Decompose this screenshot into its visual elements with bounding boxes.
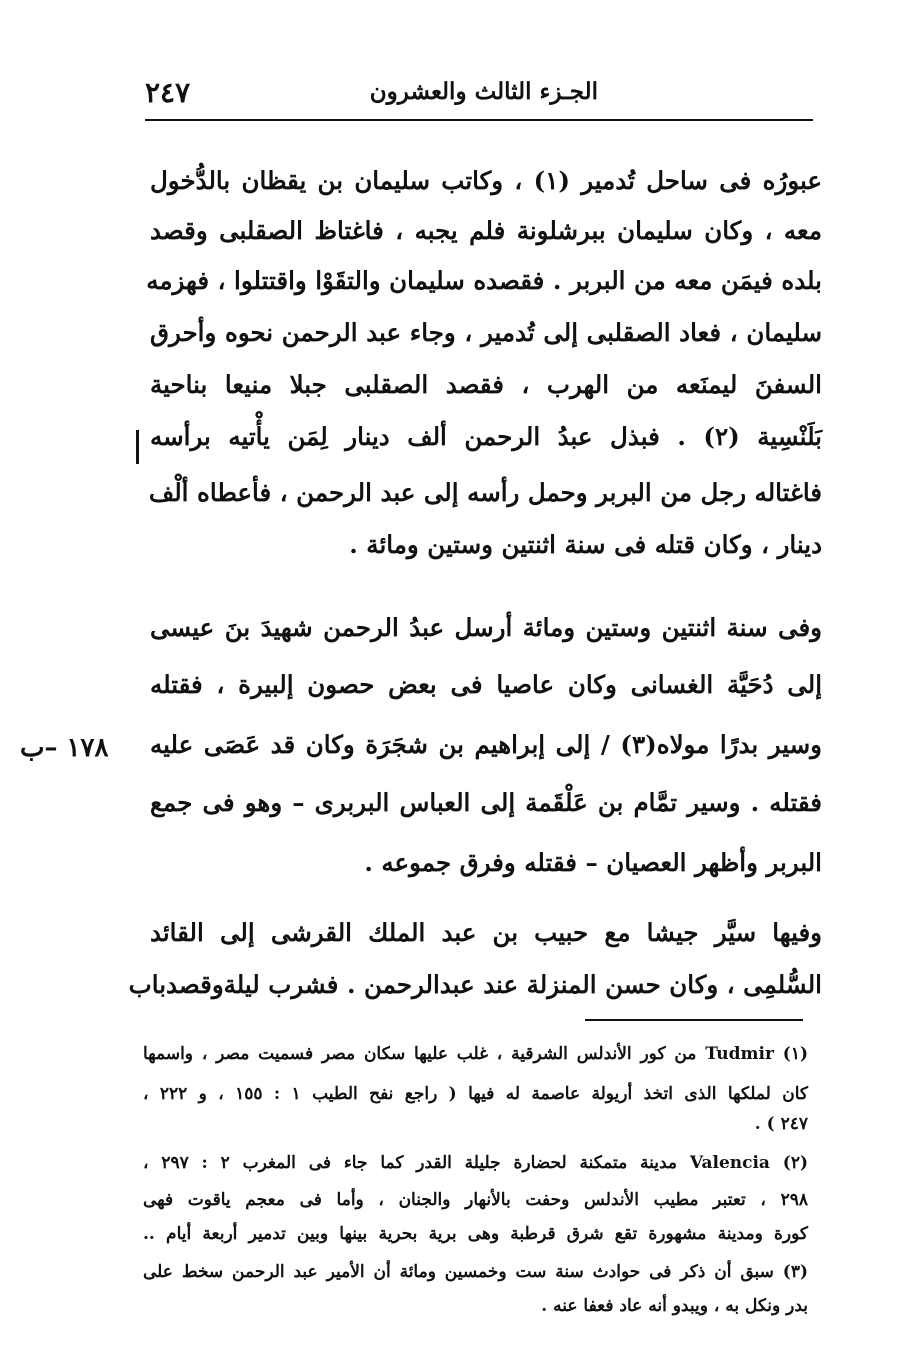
header-rule [145,119,813,121]
footnote-line: ٢٩٨ ، تعتبر مطيب الأندلس وحفت بالأنهار والجنان ، وأما فى معجم ياقوت فهى [143,1190,808,1210]
text-line: السُّلمِى ، وكان حسن المنزلة عند عبدالرحمن . فشرب ليلةوقصدباب [128,970,822,999]
text-line: السفنَ ليمنَعه من الهرب ، فقصد الصقلبى جبلا منيعا بناحية [150,370,822,399]
text-line: وسير بدرًا مولاه(٣) / إلى إبراهيم بن شجَرَة وكان قد عَصَى عليه [150,730,823,759]
text-line: بلده فيمَن معه من البربر . فقصده سليمان والتقَوْا واقتتلوا ، فهزمه [146,266,822,295]
text-line: وفى سنة اثنتين وستين ومائة أرسل عبدُ الرحمن شهيدَ بنَ عيسى [150,613,822,642]
footnote-line: (٣) سبق أن ذكر فى حوادث سنة ست وخمسين ومائة أن الأمير عبد الرحمن سخط على [143,1262,808,1282]
footnote-line: بدر ونكل به ، ويبدو أنه عاد فعفا عنه . [541,1296,808,1316]
footnote-line: كورة ومدينة مشهورة تقع شرق قرطبة وهى برية بحرية بينها وبين تدمير أربعة أيام .. [143,1224,808,1244]
text-line: وفيها سيَّر جيشا مع حبيب بن عبد الملك القرشى إلى القائد [150,918,822,947]
text-line: البربر وأظهر العصيان – فقتله وفرق جموعه . [364,848,822,877]
running-title: الجـزء الثالث والعشرون [369,78,598,105]
page-header [145,70,813,110]
page-number: ٢٤٧ [145,76,191,109]
text-line: إلى دُحَيَّة الغسانى وكان عاصيا فى بعض حصون إلبيرة ، فقتله [150,670,822,699]
text-line: معه ، وكان سليمان ببرشلونة فلم يجبه ، فاغتاظ الصقلبى وقصد [150,216,822,245]
footnote-line: (١) Tudmir من كور الأندلس الشرقية ، غلب عليها سكان مصر فسميت مصر ، واسمها [143,1044,808,1064]
manuscript-folio-reference: ١٧٨ –ب [20,733,109,763]
text-line: فقتله . وسير تمَّام بن عَلْقَمة إلى العباس البربرى – وهو فى جمع [150,788,822,817]
margin-mark [136,430,139,464]
text-line: دينار ، وكان قتله فى سنة اثنتين وستين ومائة . [349,530,822,559]
footnote-line: ٢٤٧ ) . [754,1114,808,1134]
footnote-line: (٢) Valencia مدينة متمكنة لحضارة جليلة القدر كما جاء فى المغرب ٢ : ٢٩٧ ، [143,1153,808,1173]
text-line: عبورُه فى ساحل تُدمير (١) ، وكاتب سليمان بن يقظان بالدُّخول [150,166,822,195]
footnote-rule [585,1019,803,1021]
text-line: بَلَنْسِية (٢) . فبذل عبدُ الرحمن ألف دينار لِمَن يأْتيه برأسه [150,422,822,451]
text-line: فاغتاله رجل من البربر وحمل رأسه إلى عبد الرحمن ، فأعطاه ألْف [148,478,822,507]
footnote-line: كان لملكها الذى اتخذ أريولة عاصمة له فيها ( راجع نفح الطيب ١ : ١٥٥ ، و ٢٢٢ ، [143,1084,808,1104]
text-line: سليمان ، فعاد الصقلبى إلى تُدمير ، وجاء عبد الرحمن نحوه وأحرق [150,318,822,347]
